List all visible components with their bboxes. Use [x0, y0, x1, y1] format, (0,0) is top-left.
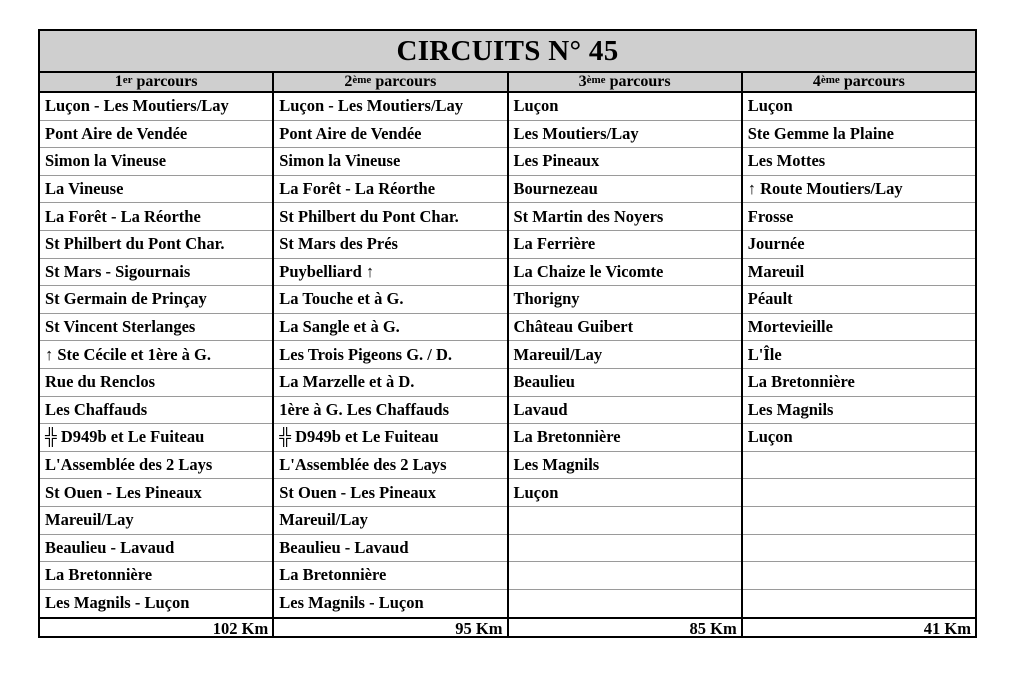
route-column-4: [741, 73, 975, 639]
column-header: [274, 73, 506, 93]
stage-cell: La Ferrière: [509, 231, 741, 259]
stage-cell: Luçon: [509, 93, 741, 121]
stage-cell: Luçon - Les Moutiers/Lay: [274, 93, 506, 121]
stage-cell: Simon la Vineuse: [274, 148, 506, 176]
column-header-label: parcours: [371, 73, 437, 90]
stage-cell: La Forêt - La Réorthe: [40, 203, 272, 231]
stage-cell: Château Guibert: [509, 314, 741, 342]
stage-cell: [743, 452, 975, 480]
stage-cell: Lavaud: [509, 397, 741, 425]
column-header: [509, 73, 741, 93]
stage-cell: Les Mottes: [743, 148, 975, 176]
stage-cell: [743, 562, 975, 590]
stage-cell: L'Île: [743, 341, 975, 369]
stage-cell: St Germain de Prinçay: [40, 286, 272, 314]
stage-cell: L'Assemblée des 2 Lays: [40, 452, 272, 480]
column-header-number: 4: [812, 73, 821, 90]
stage-cell: La Bretonnière: [509, 424, 741, 452]
stage-cell: [509, 535, 741, 563]
distance-total: 102 Km: [40, 617, 272, 639]
stage-cell: St Martin des Noyers: [509, 203, 741, 231]
column-header-number: 1: [114, 73, 123, 90]
route-column-3: [507, 73, 741, 639]
stage-cell: Luçon: [509, 479, 741, 507]
stage-cell: Journée: [743, 231, 975, 259]
stage-cell: ↑ Route Moutiers/Lay: [743, 176, 975, 204]
stage-cell: Thorigny: [509, 286, 741, 314]
stage-cell: St Mars - Sigournais: [40, 259, 272, 287]
stage-cell: St Mars des Prés: [274, 231, 506, 259]
column-header: [40, 73, 272, 93]
stage-cell: Les Trois Pigeons G. / D.: [274, 341, 506, 369]
stage-cell: Mareuil: [743, 259, 975, 287]
distance-total: 95 Km: [274, 617, 506, 639]
distance-total: 41 Km: [743, 617, 975, 639]
stage-cell: ╬ D949b et Le Fuiteau: [274, 424, 506, 452]
stage-cell: St Philbert du Pont Char.: [274, 203, 506, 231]
stage-cell: Mareuil/Lay: [40, 507, 272, 535]
stage-cell: Beaulieu - Lavaud: [274, 535, 506, 563]
stage-cell: Luçon: [743, 424, 975, 452]
stage-cell: Les Magnils - Luçon: [45, 593, 190, 613]
column-header-label: parcours: [839, 73, 905, 90]
distance-total: 85 Km: [509, 617, 741, 639]
stage-cell: Mortevieille: [743, 314, 975, 342]
column-header: [743, 73, 975, 93]
stage-cell: Les Magnils: [743, 397, 975, 425]
stage-cell: Luçon: [743, 93, 975, 121]
stage-cell: [743, 507, 975, 535]
stage-cell: [743, 590, 975, 618]
stage-cell: Péault: [743, 286, 975, 314]
route-column-1: [40, 73, 272, 639]
stage-cell: [509, 590, 741, 618]
stage-cell: St Philbert du Pont Char.: [40, 231, 272, 259]
route-column-2: [272, 73, 506, 639]
stage-cell: St Ouen - Les Pineaux: [40, 479, 272, 507]
stage-cell: [743, 479, 975, 507]
stage-cell: La Touche et à G.: [274, 286, 506, 314]
stage-cell: La Marzelle et à D.: [274, 369, 506, 397]
stage-cell: Pont Aire de Vendée: [40, 121, 272, 149]
stage-cell: 1ère à G. Les Chaffauds: [274, 397, 506, 425]
stage-list: [40, 93, 272, 617]
stage-cell: Les Pineaux: [509, 148, 741, 176]
stage-cell: Les Magnils: [509, 452, 741, 480]
columns-container: [40, 73, 975, 639]
stage-cell: Mareuil/Lay: [509, 341, 741, 369]
column-header-number: 2: [344, 73, 353, 90]
stage-cell: Rue du Renclos: [40, 369, 272, 397]
stage-cell: Frosse: [743, 203, 975, 231]
circuits-table: [38, 29, 977, 638]
stage-cell: [509, 507, 741, 535]
stage-cell: Simon la Vineuse: [40, 148, 272, 176]
stage-cell: Beaulieu: [509, 369, 741, 397]
stage-cell: Bournezeau: [509, 176, 741, 204]
column-header-ordinal: ème: [352, 74, 372, 86]
stage-cell: La Sangle et à G.: [274, 314, 506, 342]
stage-cell: La Chaize le Vicomte: [509, 259, 741, 287]
stage-list: [274, 93, 506, 617]
stage-cell: [743, 535, 975, 563]
stage-cell: [509, 562, 741, 590]
column-header-label: parcours: [605, 73, 671, 90]
stage-cell: La Bretonnière: [40, 562, 272, 590]
stage-cell: ╬ D949b et Le Fuiteau: [40, 424, 272, 452]
stage-cell: Les Chaffauds: [40, 397, 272, 425]
stage-cell: La Forêt - La Réorthe: [274, 176, 506, 204]
stage-cell: Les Magnils - Luçon: [279, 593, 424, 613]
stage-cell: La Bretonnière: [274, 562, 506, 590]
stage-cell: Pont Aire de Vendée: [274, 121, 506, 149]
stage-cell: L'Assemblée des 2 Lays: [274, 452, 506, 480]
stage-cell: Les Moutiers/Lay: [509, 121, 741, 149]
stage-list: [509, 93, 741, 617]
stage-cell: ↑ Ste Cécile et 1ère à G.: [40, 341, 272, 369]
stage-cell: Beaulieu - Lavaud: [40, 535, 272, 563]
stage-cell: Mareuil/Lay: [274, 507, 506, 535]
stage-cell: St Vincent Sterlanges: [40, 314, 272, 342]
stage-cell: Ste Gemme la Plaine: [743, 121, 975, 149]
stage-cell: Luçon - Les Moutiers/Lay: [40, 93, 272, 121]
stage-cell: La Bretonnière: [743, 369, 975, 397]
column-header-ordinal: ème: [820, 74, 840, 86]
stage-cell: Puybelliard ↑: [274, 259, 506, 287]
stage-cell: La Vineuse: [40, 176, 272, 204]
table-title: CIRCUITS N° 45: [40, 31, 975, 73]
column-header-ordinal: er: [122, 74, 133, 86]
column-header-number: 3: [578, 73, 587, 90]
column-header-label: parcours: [132, 73, 198, 90]
stage-list: [743, 93, 975, 617]
column-header-ordinal: ème: [586, 74, 606, 86]
stage-cell: St Ouen - Les Pineaux: [274, 479, 506, 507]
